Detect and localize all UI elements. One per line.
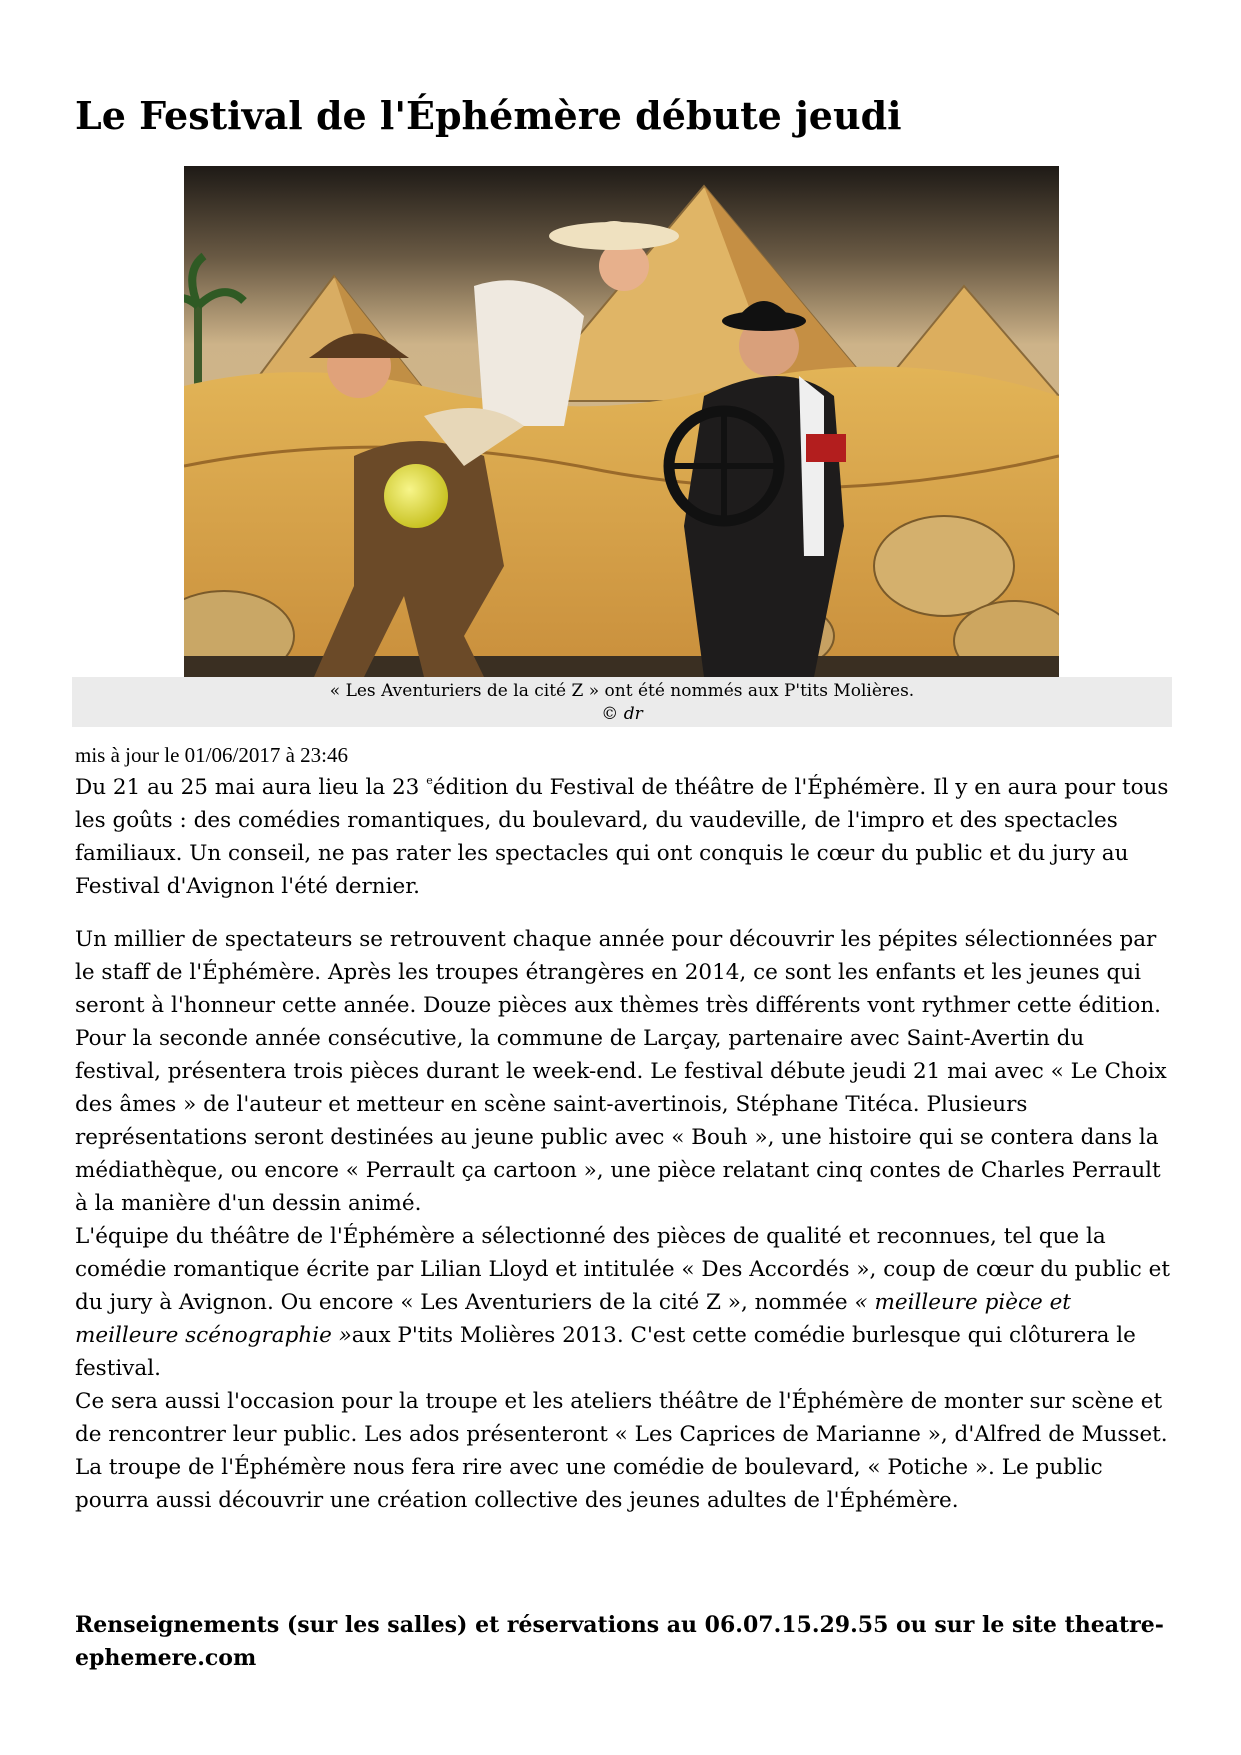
paragraph-1-rest: édition du Festival de théâtre de l'Éphémère. Il y en aura pour tous les goûts : des comédies romantiques, du boulevard, du vaudeville, de l'impro et des spectacles familiaux. Un conseil, ne pas rater les spectacles qui ont conquis le cœur du public et du jury au Festival d'Avignon l'été dernier.: [75, 775, 1169, 899]
photo-caption: « Les Aventuriers de la cité Z » ont été nommés aux P'tits Molières.: [329, 681, 915, 701]
article-title: Le Festival de l'Éphémère débute jeudi: [75, 93, 902, 138]
footer-info: Renseignements (sur les salles) et réservations au 06.07.15.29.55 ou sur le site theatre-ephemere.com: [75, 1612, 1164, 1671]
photo-caption-box: [72, 677, 1172, 727]
ordinal-superscript: e: [426, 774, 433, 787]
update-timestamp: mis à jour le 01/06/2017 à 23:46: [75, 743, 348, 767]
photo-credit: dr: [623, 704, 643, 724]
paragraph-2: Un millier de spectateurs se retrouvent chaque année pour découvrir les pépites sélectionnées par le staff de l'Éphémère. Après les troupes étrangères en 2014, ce sont les enfants et les jeunes qui seront à l'honneur cette année. Douze pièces aux thèmes très différents vont rythmer cette édition. Pour la seconde année consécutive, la commune de Larçay, partenaire avec Saint-Avertin du festival, présentera trois pièces durant le week-end. Le festival débute jeudi 21 mai avec « Le Choix des âmes » de l'auteur et metteur en scène saint-avertinois, Stéphane Titéca. Plusieurs représentations seront destinées au jeune public avec « Bouh », une histoire qui se contera dans la médiathèque, ou encore « Perrault ça cartoon », une pièce relatant cinq contes de Charles Perrault à la manière d'un dessin animé.: [75, 927, 1167, 1216]
copyright-symbol: ©: [601, 704, 619, 724]
paragraph-1-start: Du 21 au 25 mai aura lieu la 23: [75, 775, 420, 800]
article-body: [75, 771, 1175, 1517]
photo-credit-line: [72, 703, 1172, 726]
paragraph-1: [75, 771, 1175, 903]
award-quote: « meilleure pièce et meilleure scénographie »: [75, 1290, 1071, 1348]
paragraph-3-start: L'équipe du théâtre de l'Éphémère a sélectionné des pièces de qualité et reconnues, tel que la comédie romantique écrite par Lilian Lloyd et intitulée « Des Accordés », coup de cœur du public et du jury à Avignon. Ou encore « Les Aventuriers de la cité Z », nommée: [75, 1224, 1171, 1315]
paragraph-4: Ce sera aussi l'occasion pour la troupe et les ateliers théâtre de l'Éphémère de monter sur scène et de rencontrer leur public. Les ados présenteront « Les Caprices de Marianne », d'Alfred de Musset. La troupe de l'Éphémère nous fera rire avec une comédie de boulevard, « Potiche ». Le public pourra aussi découvrir une création collective des jeunes adultes de l'Éphémère.: [75, 1389, 1168, 1513]
paragraph-3-rest: aux P'tits Molières 2013. C'est cette comédie burlesque qui clôturera le festival.: [75, 1323, 1136, 1381]
article-photo: [184, 166, 1059, 677]
paragraph-3: [75, 1220, 1175, 1385]
